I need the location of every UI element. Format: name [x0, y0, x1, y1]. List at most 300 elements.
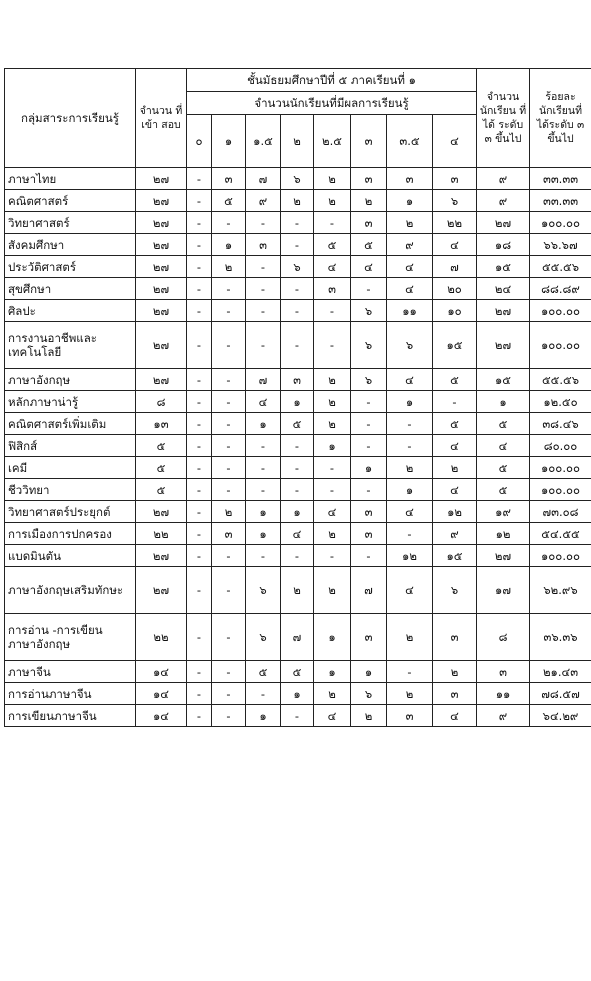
count-above3-cell: ๑๙ — [477, 501, 530, 523]
grade-count-cell: - — [212, 457, 246, 479]
header-percent-above3: ร้อยละ นักเรียนที่ ได้ระดับ ๓ ขึ้นไป — [530, 69, 591, 168]
grade-count-cell: ๖ — [387, 322, 433, 369]
grade-count-cell: - — [212, 278, 246, 300]
tested-count-cell: ๒๗ — [136, 545, 187, 567]
grade-count-cell: ๔ — [387, 567, 433, 614]
grade-count-cell: ๒๐ — [433, 278, 477, 300]
grade-count-cell: - — [246, 457, 281, 479]
grade-count-cell: ๑ — [387, 479, 433, 501]
grade-count-cell: - — [212, 545, 246, 567]
grade-count-cell: - — [187, 683, 212, 705]
tested-count-cell: ๑๔ — [136, 661, 187, 683]
count-above3-cell: ๑๘ — [477, 234, 530, 256]
tested-count-cell: ๒๗ — [136, 256, 187, 278]
grade-count-cell: - — [212, 705, 246, 727]
grade-count-cell: - — [212, 567, 246, 614]
grade-count-cell: ๓ — [281, 369, 314, 391]
grade-count-cell: ๑ — [387, 190, 433, 212]
tested-count-cell: ๒๗ — [136, 300, 187, 322]
grade-count-cell: ๔ — [433, 234, 477, 256]
grade-count-cell: ๓ — [351, 523, 387, 545]
grade-count-cell: ๙ — [246, 190, 281, 212]
grade-count-cell: ๑ — [314, 661, 351, 683]
tested-count-cell: ๒๗ — [136, 234, 187, 256]
subject-cell: คณิตศาสตร์ — [5, 190, 136, 212]
table-row — [5, 322, 591, 369]
grade-count-cell: - — [351, 391, 387, 413]
tested-count-cell: ๒๒ — [136, 523, 187, 545]
grade-count-cell: ๑๑ — [387, 300, 433, 322]
grade-count-cell: - — [187, 278, 212, 300]
tested-count-cell: ๒๗ — [136, 369, 187, 391]
grade-count-cell: - — [387, 413, 433, 435]
grade-count-cell: - — [351, 545, 387, 567]
grade-count-cell: - — [387, 661, 433, 683]
header-grade-1-5: ๑.๕ — [246, 115, 281, 168]
tested-count-cell: ๒๒ — [136, 614, 187, 661]
header-subject-group: กลุ่มสาระการเรียนรู้ — [5, 69, 136, 168]
grade-count-cell: ๑ — [246, 413, 281, 435]
grade-count-cell: - — [187, 705, 212, 727]
subject-cell: ภาษาจีน — [5, 661, 136, 683]
grade-count-cell: ๕ — [314, 234, 351, 256]
header-grade-2-5: ๒.๕ — [314, 115, 351, 168]
tested-count-cell: ๒๗ — [136, 212, 187, 234]
grade-count-cell: ๒ — [281, 567, 314, 614]
grade-count-cell: ๒๒ — [433, 212, 477, 234]
percent-above3-cell: ๗๓.๐๘ — [530, 501, 591, 523]
subject-cell: การเขียนภาษาจีน — [5, 705, 136, 727]
grade-count-cell: - — [281, 705, 314, 727]
grade-count-cell: - — [314, 322, 351, 369]
grade-count-cell: - — [187, 435, 212, 457]
table-row — [5, 545, 591, 567]
percent-above3-cell: ๑๐๐.๐๐ — [530, 300, 591, 322]
grade-count-cell: - — [187, 457, 212, 479]
grade-count-cell: - — [387, 523, 433, 545]
grade-count-cell: - — [281, 212, 314, 234]
grade-count-cell: - — [351, 413, 387, 435]
subject-cell: ชีววิทยา — [5, 479, 136, 501]
grade-count-cell: ๙ — [387, 234, 433, 256]
count-above3-cell: ๔ — [477, 435, 530, 457]
count-above3-cell: ๒๔ — [477, 278, 530, 300]
grade-count-cell: ๔ — [351, 256, 387, 278]
percent-above3-cell: ๑๐๐.๐๐ — [530, 457, 591, 479]
count-above3-cell: ๕ — [477, 413, 530, 435]
tested-count-cell: ๕ — [136, 457, 187, 479]
grade-count-cell: - — [212, 661, 246, 683]
count-above3-cell: ๕ — [477, 479, 530, 501]
count-above3-cell: ๑๕ — [477, 369, 530, 391]
grade-count-cell: - — [187, 256, 212, 278]
grade-count-cell: - — [212, 435, 246, 457]
table-row — [5, 212, 591, 234]
grade-count-cell: ๖ — [351, 683, 387, 705]
header-grade-0: ๐ — [187, 115, 212, 168]
subject-cell: ภาษาไทย — [5, 168, 136, 190]
percent-above3-cell: ๑๒.๕๐ — [530, 391, 591, 413]
table-body — [5, 168, 591, 727]
grade-count-cell: - — [212, 322, 246, 369]
grade-count-cell: - — [212, 683, 246, 705]
grade-count-cell: ๓ — [351, 212, 387, 234]
grade-count-cell: - — [212, 413, 246, 435]
grade-count-cell: ๑ — [246, 501, 281, 523]
grade-count-cell: ๒ — [314, 369, 351, 391]
grade-count-cell: ๔ — [433, 435, 477, 457]
grade-count-cell: - — [351, 278, 387, 300]
table-row — [5, 457, 591, 479]
percent-above3-cell: ๖๔.๒๙ — [530, 705, 591, 727]
grade-count-cell: - — [212, 369, 246, 391]
grade-count-cell: - — [212, 391, 246, 413]
subject-cell: ประวัติศาสตร์ — [5, 256, 136, 278]
grade-count-cell: ๖ — [246, 614, 281, 661]
grade-count-cell: ๔ — [387, 501, 433, 523]
tested-count-cell: ๘ — [136, 391, 187, 413]
grade-count-cell: - — [187, 190, 212, 212]
grade-count-cell: ๒ — [387, 457, 433, 479]
grade-count-cell: ๑๒ — [433, 501, 477, 523]
tested-count-cell: ๒๗ — [136, 322, 187, 369]
tested-count-cell: ๒๗ — [136, 567, 187, 614]
tested-count-cell: ๑๓ — [136, 413, 187, 435]
grade-count-cell: ๓ — [351, 501, 387, 523]
percent-above3-cell: ๓๘.๔๖ — [530, 413, 591, 435]
grade-count-cell: - — [281, 234, 314, 256]
count-above3-cell: ๒๗ — [477, 300, 530, 322]
grade-count-cell: - — [281, 278, 314, 300]
table-row — [5, 661, 591, 683]
subject-cell: ศิลปะ — [5, 300, 136, 322]
subject-cell: สังคมศึกษา — [5, 234, 136, 256]
grade-count-cell: ๔ — [281, 523, 314, 545]
grade-count-cell: - — [387, 435, 433, 457]
tested-count-cell: ๒๗ — [136, 168, 187, 190]
grade-count-cell: - — [246, 683, 281, 705]
grade-count-cell: - — [314, 457, 351, 479]
grade-count-cell: ๑ — [212, 234, 246, 256]
grade-count-cell: ๒ — [433, 661, 477, 683]
grade-count-cell: ๖ — [351, 322, 387, 369]
table-row — [5, 278, 591, 300]
grade-count-cell: ๕ — [281, 413, 314, 435]
grade-count-cell: ๕ — [433, 369, 477, 391]
grade-count-cell: ๒ — [212, 256, 246, 278]
grade-count-cell: ๒ — [314, 190, 351, 212]
subject-cell: หลักภาษาน่ารู้ — [5, 391, 136, 413]
grade-count-cell: - — [281, 479, 314, 501]
grade-count-cell: ๕ — [433, 413, 477, 435]
percent-above3-cell: ๘๘.๘๙ — [530, 278, 591, 300]
grade-count-cell: - — [246, 322, 281, 369]
subject-cell: การงานอาชีพและเทคโนโลยี — [5, 322, 136, 369]
grade-count-cell: - — [212, 212, 246, 234]
table-row — [5, 435, 591, 457]
grade-count-cell: - — [314, 300, 351, 322]
table-row — [5, 256, 591, 278]
tested-count-cell: ๕ — [136, 479, 187, 501]
subject-cell: ภาษาอังกฤษเสริมทักษะ — [5, 567, 136, 614]
grade-count-cell: ๑ — [314, 435, 351, 457]
percent-above3-cell: ๕๕.๕๖ — [530, 369, 591, 391]
grade-count-cell: ๓ — [387, 705, 433, 727]
grade-count-cell: - — [187, 369, 212, 391]
count-above3-cell: ๑๕ — [477, 256, 530, 278]
grade-count-cell: ๕ — [212, 190, 246, 212]
subject-cell: เคมี — [5, 457, 136, 479]
grade-count-cell: - — [314, 479, 351, 501]
grade-count-cell: ๕ — [351, 234, 387, 256]
grade-count-cell: ๖ — [281, 168, 314, 190]
table-row — [5, 567, 591, 614]
header-grade-3: ๓ — [351, 115, 387, 168]
grade-count-cell: - — [212, 614, 246, 661]
grade-count-cell: - — [246, 545, 281, 567]
grade-count-cell: ๒ — [387, 614, 433, 661]
tested-count-cell: ๑๔ — [136, 683, 187, 705]
count-above3-cell: ๑ — [477, 391, 530, 413]
subject-cell: คณิตศาสตร์เพิ่มเติม — [5, 413, 136, 435]
count-above3-cell: ๑๗ — [477, 567, 530, 614]
grade-count-cell: ๖ — [351, 300, 387, 322]
grade-count-cell: - — [187, 234, 212, 256]
grade-count-cell: ๑ — [351, 661, 387, 683]
grade-count-cell: ๒ — [314, 567, 351, 614]
table-row — [5, 683, 591, 705]
subject-cell: ภาษาอังกฤษ — [5, 369, 136, 391]
grade-count-cell: ๔ — [246, 391, 281, 413]
count-above3-cell: ๓ — [477, 661, 530, 683]
grade-count-cell: ๗ — [351, 567, 387, 614]
grade-count-cell: ๓ — [433, 168, 477, 190]
subject-cell: วิทยาศาสตร์ — [5, 212, 136, 234]
grade-count-cell: ๑ — [246, 523, 281, 545]
tested-count-cell: ๑๔ — [136, 705, 187, 727]
grade-count-cell: ๗ — [246, 369, 281, 391]
grade-count-cell: ๑ — [281, 501, 314, 523]
count-above3-cell: ๒๗ — [477, 212, 530, 234]
grade-count-cell: ๖ — [433, 567, 477, 614]
grade-count-cell: - — [281, 300, 314, 322]
grade-count-cell: ๓ — [351, 614, 387, 661]
grade-count-cell: ๔ — [314, 501, 351, 523]
tested-count-cell: ๒๗ — [136, 278, 187, 300]
grade-count-cell: ๓ — [433, 614, 477, 661]
grade-count-cell: - — [187, 300, 212, 322]
table-row — [5, 168, 591, 190]
tested-count-cell: ๒๗ — [136, 190, 187, 212]
grade-count-cell: ๕ — [246, 661, 281, 683]
grade-count-cell: ๒ — [314, 523, 351, 545]
grade-count-cell: ๑ — [314, 614, 351, 661]
grade-count-cell: ๒ — [314, 391, 351, 413]
count-above3-cell: ๙ — [477, 168, 530, 190]
grade-count-cell: ๑ — [387, 391, 433, 413]
grade-count-cell: - — [187, 212, 212, 234]
percent-above3-cell: ๗๘.๕๗ — [530, 683, 591, 705]
grade-count-cell: - — [246, 212, 281, 234]
percent-above3-cell: ๑๐๐.๐๐ — [530, 212, 591, 234]
percent-above3-cell: ๑๐๐.๐๐ — [530, 545, 591, 567]
percent-above3-cell: ๓๓.๓๓ — [530, 168, 591, 190]
count-above3-cell: ๑๒ — [477, 523, 530, 545]
count-above3-cell: ๙ — [477, 705, 530, 727]
header-level-semester: ชั้นมัธยมศึกษาปีที่ ๕ ภาคเรียนที่ ๑ — [187, 69, 477, 92]
count-above3-cell: ๒๗ — [477, 545, 530, 567]
table-row — [5, 614, 591, 661]
grade-count-cell: - — [351, 435, 387, 457]
subject-cell: แบดมินตัน — [5, 545, 136, 567]
grade-count-cell: ๔ — [314, 256, 351, 278]
header-grade-4: ๔ — [433, 115, 477, 168]
grade-count-cell: ๖ — [246, 567, 281, 614]
tested-count-cell: ๕ — [136, 435, 187, 457]
subject-cell: สุขศึกษา — [5, 278, 136, 300]
table-row — [5, 369, 591, 391]
grade-count-cell: ๑๒ — [387, 545, 433, 567]
grade-count-cell: ๑๐ — [433, 300, 477, 322]
grade-count-cell: ๗ — [246, 168, 281, 190]
grade-count-cell: - — [187, 545, 212, 567]
subject-cell: วิทยาศาสตร์ประยุกต์ — [5, 501, 136, 523]
grade-count-cell: ๓ — [387, 168, 433, 190]
percent-above3-cell: ๑๐๐.๐๐ — [530, 322, 591, 369]
grade-count-cell: ๑๕ — [433, 545, 477, 567]
grade-count-cell: ๑ — [281, 391, 314, 413]
percent-above3-cell: ๓๓.๓๓ — [530, 190, 591, 212]
grade-count-cell: ๓ — [212, 168, 246, 190]
grade-count-cell: ๒ — [314, 683, 351, 705]
grade-count-cell: - — [187, 168, 212, 190]
grade-count-cell: ๒ — [351, 190, 387, 212]
grade-count-cell: ๒ — [387, 212, 433, 234]
grade-results-table — [4, 68, 591, 727]
grade-count-cell: - — [351, 479, 387, 501]
grade-count-cell: ๖ — [281, 256, 314, 278]
grade-count-cell: ๒ — [433, 457, 477, 479]
grade-count-cell: ๖ — [433, 190, 477, 212]
percent-above3-cell: ๖๖.๖๗ — [530, 234, 591, 256]
grade-count-cell: - — [314, 545, 351, 567]
percent-above3-cell: ๒๑.๔๓ — [530, 661, 591, 683]
grade-count-cell: ๒ — [387, 683, 433, 705]
grade-count-cell: ๔ — [387, 278, 433, 300]
count-above3-cell: ๒๗ — [477, 322, 530, 369]
grade-count-cell: - — [281, 322, 314, 369]
header-grade-3-5: ๓.๕ — [387, 115, 433, 168]
grade-count-cell: ๓ — [433, 683, 477, 705]
count-above3-cell: ๕ — [477, 457, 530, 479]
grade-count-cell: ๓ — [314, 278, 351, 300]
table-row — [5, 501, 591, 523]
percent-above3-cell: ๕๔.๕๕ — [530, 523, 591, 545]
grade-count-cell: - — [212, 300, 246, 322]
grade-count-cell: ๙ — [433, 523, 477, 545]
grade-count-cell: ๕ — [281, 661, 314, 683]
percent-above3-cell: ๘๐.๐๐ — [530, 435, 591, 457]
grade-count-cell: ๒ — [281, 190, 314, 212]
grade-count-cell: ๓ — [246, 234, 281, 256]
grade-count-cell: ๔ — [433, 705, 477, 727]
subject-cell: การอ่าน -การเขียน ภาษาอังกฤษ — [5, 614, 136, 661]
table-row — [5, 523, 591, 545]
grade-count-cell: ๔ — [387, 369, 433, 391]
grade-count-cell: - — [246, 278, 281, 300]
count-above3-cell: ๙ — [477, 190, 530, 212]
subject-cell: การอ่านภาษาจีน — [5, 683, 136, 705]
percent-above3-cell: ๖๒.๙๖ — [530, 567, 591, 614]
table-row — [5, 705, 591, 727]
percent-above3-cell: ๓๖.๓๖ — [530, 614, 591, 661]
grade-count-cell: ๔ — [387, 256, 433, 278]
subject-cell: ฟิสิกส์ — [5, 435, 136, 457]
grade-count-cell: - — [187, 479, 212, 501]
grade-count-cell: - — [433, 391, 477, 413]
header-count-above3: จำนวน นักเรียน ที่ได้ ระดับ ๓ ขึ้นไป — [477, 69, 530, 168]
grade-count-cell: ๑ — [246, 705, 281, 727]
grade-count-cell: - — [187, 614, 212, 661]
count-above3-cell: ๑๑ — [477, 683, 530, 705]
table-row — [5, 190, 591, 212]
grade-count-cell: - — [246, 479, 281, 501]
grade-count-cell: ๓ — [351, 168, 387, 190]
grade-count-cell: ๔ — [314, 705, 351, 727]
grade-count-cell: ๔ — [433, 479, 477, 501]
header-students-with-grades: จำนวนนักเรียนที่มีผลการเรียนรู้ — [187, 92, 477, 115]
header-num-tested: จำนวน ที่เข้า สอบ — [136, 69, 187, 168]
grade-count-cell: - — [281, 545, 314, 567]
percent-above3-cell: ๕๕.๕๖ — [530, 256, 591, 278]
grade-count-cell: - — [281, 435, 314, 457]
grade-count-cell: - — [314, 212, 351, 234]
count-above3-cell: ๘ — [477, 614, 530, 661]
grade-count-cell: - — [187, 523, 212, 545]
table-row — [5, 479, 591, 501]
grade-count-cell: ๑ — [281, 683, 314, 705]
grade-count-cell: - — [187, 413, 212, 435]
grade-count-cell: - — [246, 256, 281, 278]
grade-count-cell: - — [187, 501, 212, 523]
table-row — [5, 413, 591, 435]
grade-count-cell: - — [246, 300, 281, 322]
percent-above3-cell: ๑๐๐.๐๐ — [530, 479, 591, 501]
header-grade-1: ๑ — [212, 115, 246, 168]
grade-count-cell: ๒ — [314, 168, 351, 190]
grade-count-cell: ๒ — [314, 413, 351, 435]
grade-count-cell: - — [187, 567, 212, 614]
subject-cell: การเมืองการปกครอง — [5, 523, 136, 545]
grade-count-cell: ๗ — [433, 256, 477, 278]
grade-count-cell: - — [187, 391, 212, 413]
grade-count-cell: - — [187, 322, 212, 369]
grade-count-cell: - — [246, 435, 281, 457]
grade-count-cell: - — [187, 661, 212, 683]
grade-count-cell: - — [212, 479, 246, 501]
header-grade-2: ๒ — [281, 115, 314, 168]
grade-count-cell: ๓ — [212, 523, 246, 545]
grade-count-cell: - — [281, 457, 314, 479]
grade-count-cell: ๑๕ — [433, 322, 477, 369]
grade-count-cell: ๒ — [351, 705, 387, 727]
tested-count-cell: ๒๗ — [136, 501, 187, 523]
grade-count-cell: ๒ — [212, 501, 246, 523]
table-row — [5, 391, 591, 413]
table-row — [5, 234, 591, 256]
grade-count-cell: ๖ — [351, 369, 387, 391]
grade-count-cell: ๗ — [281, 614, 314, 661]
